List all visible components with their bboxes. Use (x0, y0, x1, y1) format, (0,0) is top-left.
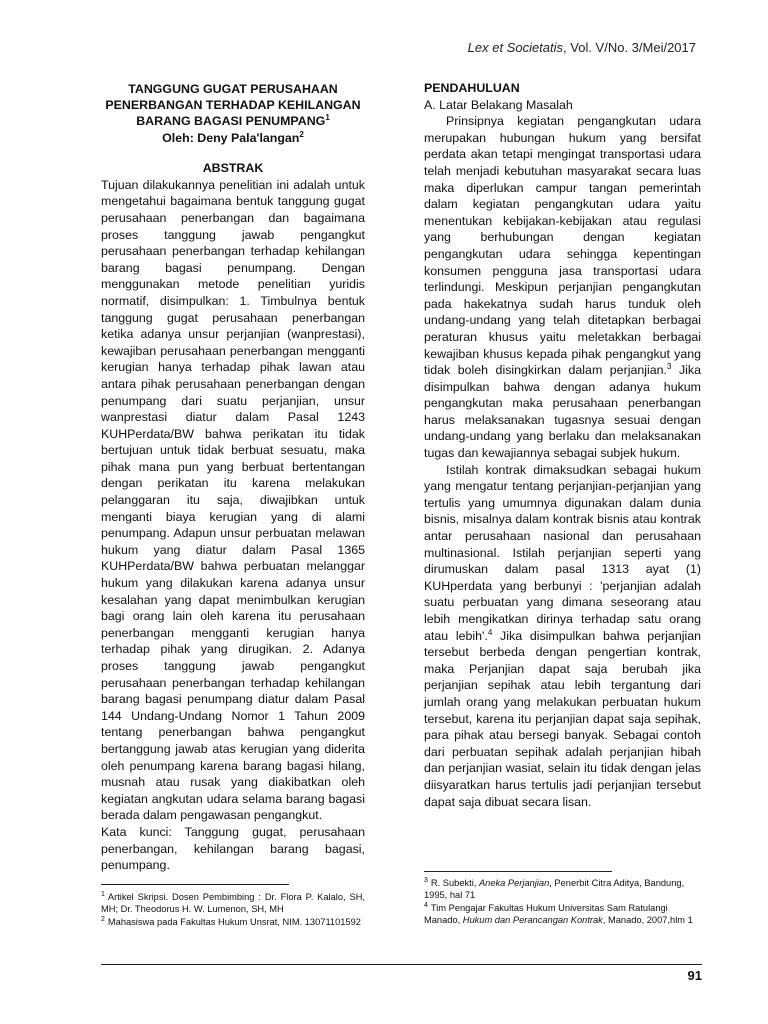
right-column (424, 80, 701, 810)
running-header (468, 40, 696, 55)
author-name: Oleh: Deny Pala'langan (162, 130, 300, 145)
intro-paragraph-2-text: Istilah kontrak dimaksudkan sebagai hukum yang mengatur tentang perjanjian-perjanjian yang tertulis yang umumnya digunakan dalam dunia bisnis, misalnya dalam kontrak bisnis atau kontrak antar perusahaan nasional dan perusahaan multinasional. Istilah perjanjian seperti yang dirumuskan dalam pasal 1313 ayat (1) KUHperdata yang berbunyi : 'perjanjian adalah suatu perbuatan yang dimana seseorang atau lebih mengikatkan dirinya terhadap satu orang atau lebih'. (424, 462, 701, 643)
footnote-3-publisher: , Penerbit Citra Aditya, Bandung, 1995, hal 71 (424, 878, 685, 901)
left-column (101, 80, 365, 874)
footnote-1 (101, 891, 365, 916)
footnotes-left (101, 891, 365, 928)
footnotes-right (424, 877, 704, 927)
footnote-divider-left (101, 884, 289, 885)
footnote-4 (424, 902, 704, 927)
footnote-3-author: R. Subekti, (430, 878, 479, 888)
footnote-ref-4: 4 (487, 627, 493, 637)
keywords: Kata kunci: Tanggung gugat, perusahaan penerbangan, kehilangan barang bagasi, penumpang. (101, 824, 365, 873)
footnote-2 (101, 916, 365, 928)
footnote-4-author: Tim Pengajar Fakultas Hukum Universitas Sam Ratulangi Manado, (424, 902, 668, 926)
intro-paragraph-1-text: Prinsipnya kegiatan pengangkutan udara merupakan hubungan hukum yang bersifat perdata akan tetapi mengingat transportasi udara telah menjadi kebutuhan masyarakat secara luas maka diperlukan campur tangan pemerintah dalam kegiatan pengangkutan udara yaitu menentukan kebijakan-kebijakan atau regulasi yang berhubungan dengan kegiatan pengangkutan udara sehingga kepentingan konsumen pengguna jasa transportasi udara terlindungi. Meskipun perjanjian pengangkutan pada hakekatnya sudah harus tunduk oleh undang-undang yang telah ditetapkan berbagai peraturan khusus yaitu meletakkan berbagai kewajiban khusus kepada pihak pengangkut yang tidak boleh disingkirkan dalam perjanjian. (424, 114, 701, 378)
journal-name: Lex et Societatis (467, 40, 564, 55)
footnote-1-number: 1 (101, 890, 105, 898)
title-footnote-ref: 1 (325, 113, 330, 123)
footnote-divider-right (424, 871, 612, 872)
subsection-heading: A. Latar Belakang Masalah (424, 97, 573, 112)
intro-paragraph-2-continued: Jika disimpulkan bahwa perjanjian tersebut berbeda dengan pengertian kontrak, maka Perjanjian dapat saja berubah jika perjanjian sepihak atau lebih tergantung dari jumlah orang yang melakukan perbuatan hukum tersebut, karena itu perjanjian dapat saja sepihak, para pihak atau bersegi banyak. Sebagai contoh dari perbuatan sepihak adalah perjanjian hibah dan perjanjian wasiat, selain itu tidak dengan jelas diisyaratkan harus tertulis jadi perjanjian tersebut dapat saja dibuat secara lisan. (424, 628, 701, 809)
footnote-3-number: 3 (424, 876, 428, 884)
section-heading: PENDAHULUAN (424, 81, 520, 95)
title-line-3: BARANG BAGASI PENUMPANG (136, 114, 326, 129)
page-number: 91 (687, 968, 702, 983)
footnote-2-number: 2 (101, 915, 105, 923)
page-bottom-rule (101, 964, 702, 965)
author-footnote-ref: 2 (299, 129, 304, 139)
intro-paragraph-1 (424, 113, 701, 461)
footnote-1-text: Artikel Skripsi. Dosen Pembimbing : Dr. Flora P. Kalalo, SH, MH; Dr. Theodorus H. W. Lumenon, SH, MH (101, 892, 365, 915)
footnote-2-text: Mahasiswa pada Fakultas Hukum Unsrat, NIM. 13071101592 (107, 916, 361, 927)
intro-paragraph-2 (424, 462, 701, 810)
abstract-body: Tujuan dilakukannya penelitian ini adalah untuk mengetahui bagaimana bentuk tanggung gugat perusahaan penerbangan dan bagaimana proses tanggung jawab pengangkut perusahaan penerbangan terhadap kehilangan barang bagasi penumpang. Dengan menggunakan metode penelitian yuridis normatif, disimpulkan: 1. Timbulnya bentuk tanggung gugat perusahaan penerbangan ketika adanya unsur perjanjian (wanprestasi), kewajiban perusahaan penerbangan mengganti kerugian hanya terhadap pihak lawan atau antara pihak perusahaan penerbangan dengan penumpang dari suatu perjanjian, unsur wanprestasi diatur dalam Pasal 1243 KUHPerdata/BW bahwa perikatan itu tidak bertujuan untuk tidak berbuat sesuatu, maka pihak mana pun yang berbuat bertentangan dengan perikatan itu karena melakukan pelanggaran itu saja, diwajibkan untuk menganti biaya kerugian yang di alami penumpang. Adapun unsur perbuatan melawan hukum yang diatur dalam Pasal 1365 KUHPerdata/BW bahwa perbuatan melanggar hukum yang dilakukan karena adanya unsur kesalahan yang dapat menimbulkan kerugian bagi orang lain oleh karena itu perusahaan penerbangan mengganti kerugian hanya terhadap pihak yang dirugikan. 2. Adanya proses tanggung jawab pengangkut perusahaan penerbangan terhadap kehilangan barang bagasi penumpang diatur dalam Pasal 144 Undang-Undang Nomor 1 Tahun 2009 tentang penerbangan bahwa pengangkut bertanggung jawab atas kerugian yang diderita oleh penumpang karena barang bagasi hilang, musnah atau rusak yang diakibatkan oleh kegiatan angkutan udara selama barang bagasi berada dalam pengawasan pengangkut. (101, 177, 365, 823)
journal-issue: , Vol. V/No. 3/Mei/2017 (563, 40, 696, 55)
title-line-1: TANGGUNG GUGAT PERUSAHAAN (128, 82, 338, 96)
footnote-3 (424, 877, 704, 902)
footnote-4-publisher: , Manado, 2007,hlm 1 (602, 915, 693, 926)
abstract-heading: ABSTRAK (202, 161, 264, 176)
author-byline (101, 130, 365, 147)
article-title (101, 81, 365, 130)
title-line-2: PENERBANGAN TERHADAP KEHILANGAN (105, 98, 361, 113)
footnote-ref-3: 3 (666, 361, 672, 371)
footnote-4-book-title: Hukum dan Perancangan Kontrak (462, 915, 603, 926)
footnote-3-book-title: Aneka Perjanjian (478, 878, 550, 888)
footnote-4-number: 4 (424, 901, 428, 909)
intro-paragraph-1-continued: Jika disimpulkan bahwa dengan adanya hukum pengangkutan maka perusahaan penerbangan harus melaksanakan tugasnya sesuai dengan undang-undang yang berlaku dan melaksanakan tugas dan kewajiannya sebagai subjek hukum. (424, 363, 702, 461)
